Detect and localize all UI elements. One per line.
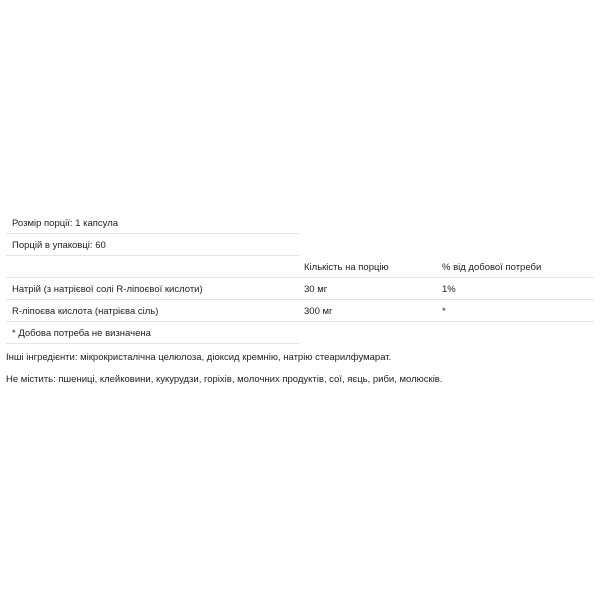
supplement-facts-table (6, 212, 594, 344)
nutrient-name: Натрій (з натрієвої солі R-ліпоєвої кислоти) (12, 284, 203, 295)
header-daily-value: % від добової потреби (442, 262, 542, 273)
table-header-row (6, 256, 594, 278)
footnote-row (6, 322, 300, 344)
header-amount: Кількість на порцію (304, 262, 389, 273)
nutrient-name: R-ліпоєва кислота (натрієва сіль) (12, 306, 159, 317)
table-row (6, 278, 594, 300)
daily-value-footnote: * Добова потреба не визначена (12, 328, 151, 339)
nutrient-daily-value: 1% (442, 284, 456, 295)
serving-size-value: 1 капсула (75, 218, 119, 229)
serving-size-row (6, 212, 300, 234)
servings-text (12, 240, 106, 251)
table-row (6, 300, 594, 322)
servings-label: Порцій в упаковці: (12, 240, 93, 251)
servings-value: 60 (95, 240, 106, 251)
nutrient-amount: 30 мг (304, 284, 328, 295)
other-ingredients: Інші інгредієнти: мікрокристалічна целюлоза, діоксид кремнію, натрію стеарилфумарат. (6, 352, 392, 363)
servings-per-container-row (6, 234, 300, 256)
serving-size-label: Розмір порції: (12, 218, 73, 229)
nutrient-amount: 300 мг (304, 306, 333, 317)
free-of-statement: Не містить: пшениці, клейковини, кукурудзи, горіхів, молочних продуктів, сої, яєць, риби, молюсків. (6, 374, 443, 385)
nutrient-daily-value: * (442, 306, 446, 317)
serving-size-text (12, 218, 118, 229)
